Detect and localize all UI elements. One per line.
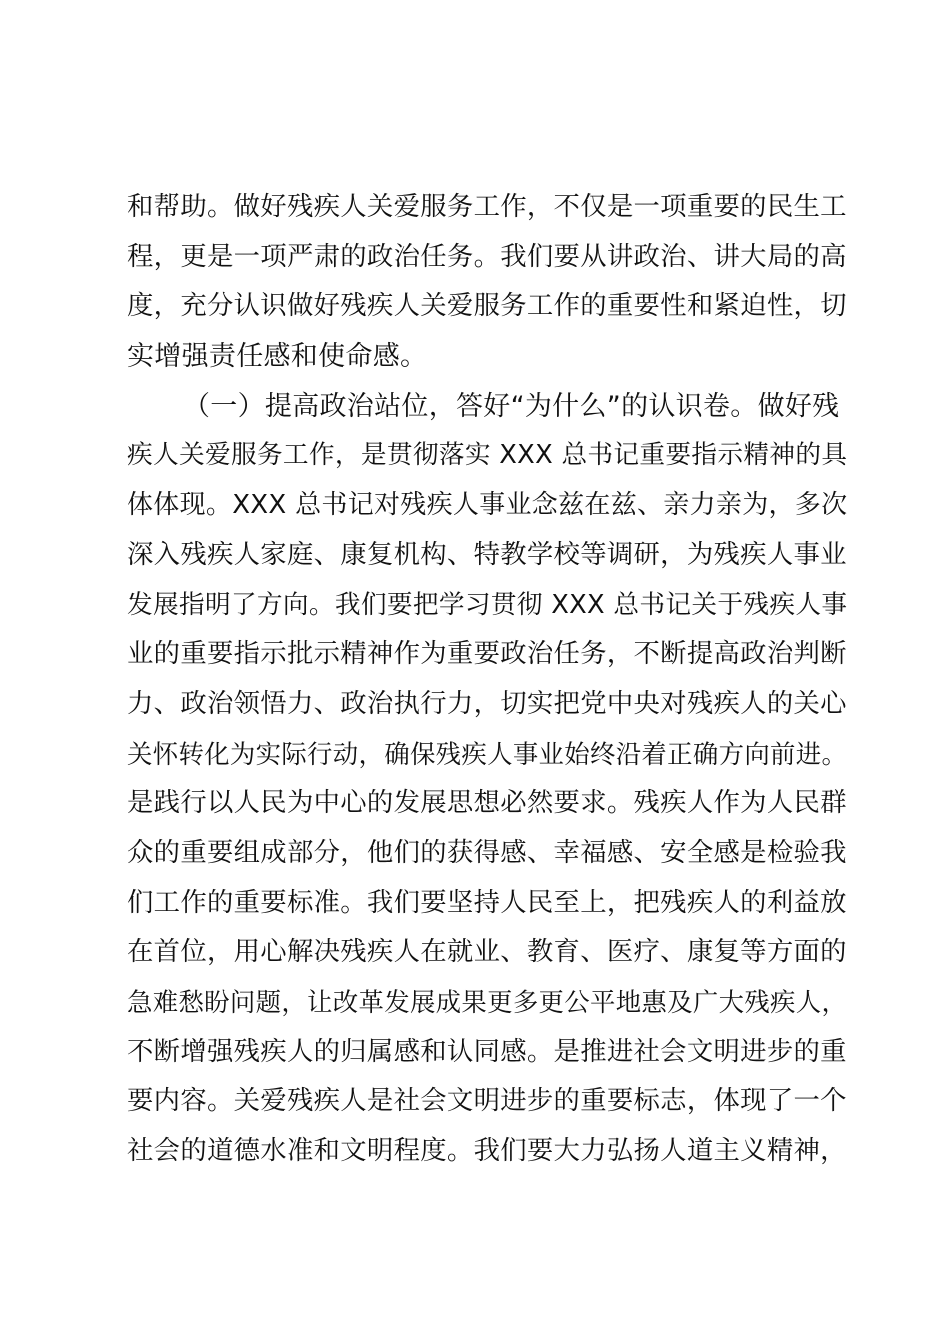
- text-line: 体体现。XXX 总书记对残疾人事业念兹在兹、亲力亲为，多次: [127, 490, 848, 521]
- text-line: 度，充分认识做好残疾人关爱服务工作的重要性和紧迫性，切: [127, 291, 847, 322]
- text-line: 急难愁盼问题，让改革发展成果更多更公平地惠及广大残疾人，: [127, 987, 848, 1017]
- text-line: 疾人关爱服务工作，是贯彻落实 XXX 总书记重要指示精神的具: [127, 440, 848, 471]
- text-line: 实增强责任感和使命感。: [127, 341, 428, 373]
- text-line: 众的重要组成部分，他们的获得感、幸福感、安全感是检验我: [127, 837, 847, 868]
- section-heading-line: （一）提高政治站位，答好“为什么”的认识卷。做好残: [183, 390, 840, 422]
- text-line: 深入残疾人家庭、康复机构、特教学校等调研，为残疾人事业: [127, 539, 847, 570]
- body-text: [127, 183, 847, 1177]
- text-line: 力、政治领悟力、政治执行力，切实把党中央对残疾人的关心: [127, 688, 847, 719]
- text-line: 是践行以人民为中心的发展思想必然要求。残疾人作为人民群: [127, 788, 847, 819]
- text-line: 要内容。关爱残疾人是社会文明进步的重要标志，体现了一个: [127, 1086, 847, 1117]
- text-line: 们工作的重要标准。我们要坚持人民至上，把残疾人的利益放: [127, 887, 847, 918]
- text-line: 业的重要指示批示精神作为重要政治任务，不断提高政治判断: [127, 639, 847, 670]
- text-line: 发展指明了方向。我们要把学习贯彻 XXX 总书记关于残疾人事: [127, 589, 848, 620]
- text-line: 程，更是一项严肃的政治任务。我们要从讲政治、讲大局的高: [127, 241, 847, 272]
- text-line: 社会的道德水准和文明程度。我们要大力弘扬人道主义精神，: [127, 1136, 847, 1167]
- text-line: 关怀转化为实际行动，确保残疾人事业始终沿着正确方向前进。: [127, 738, 848, 769]
- text-line: 和帮助。做好残疾人关爱服务工作，不仅是一项重要的民生工: [127, 192, 847, 222]
- text-line: 不断增强残疾人的归属感和认同感。是推进社会文明进步的重: [127, 1036, 847, 1067]
- text-line: 在首位，用心解决残疾人在就业、教育、医疗、康复等方面的: [127, 937, 847, 968]
